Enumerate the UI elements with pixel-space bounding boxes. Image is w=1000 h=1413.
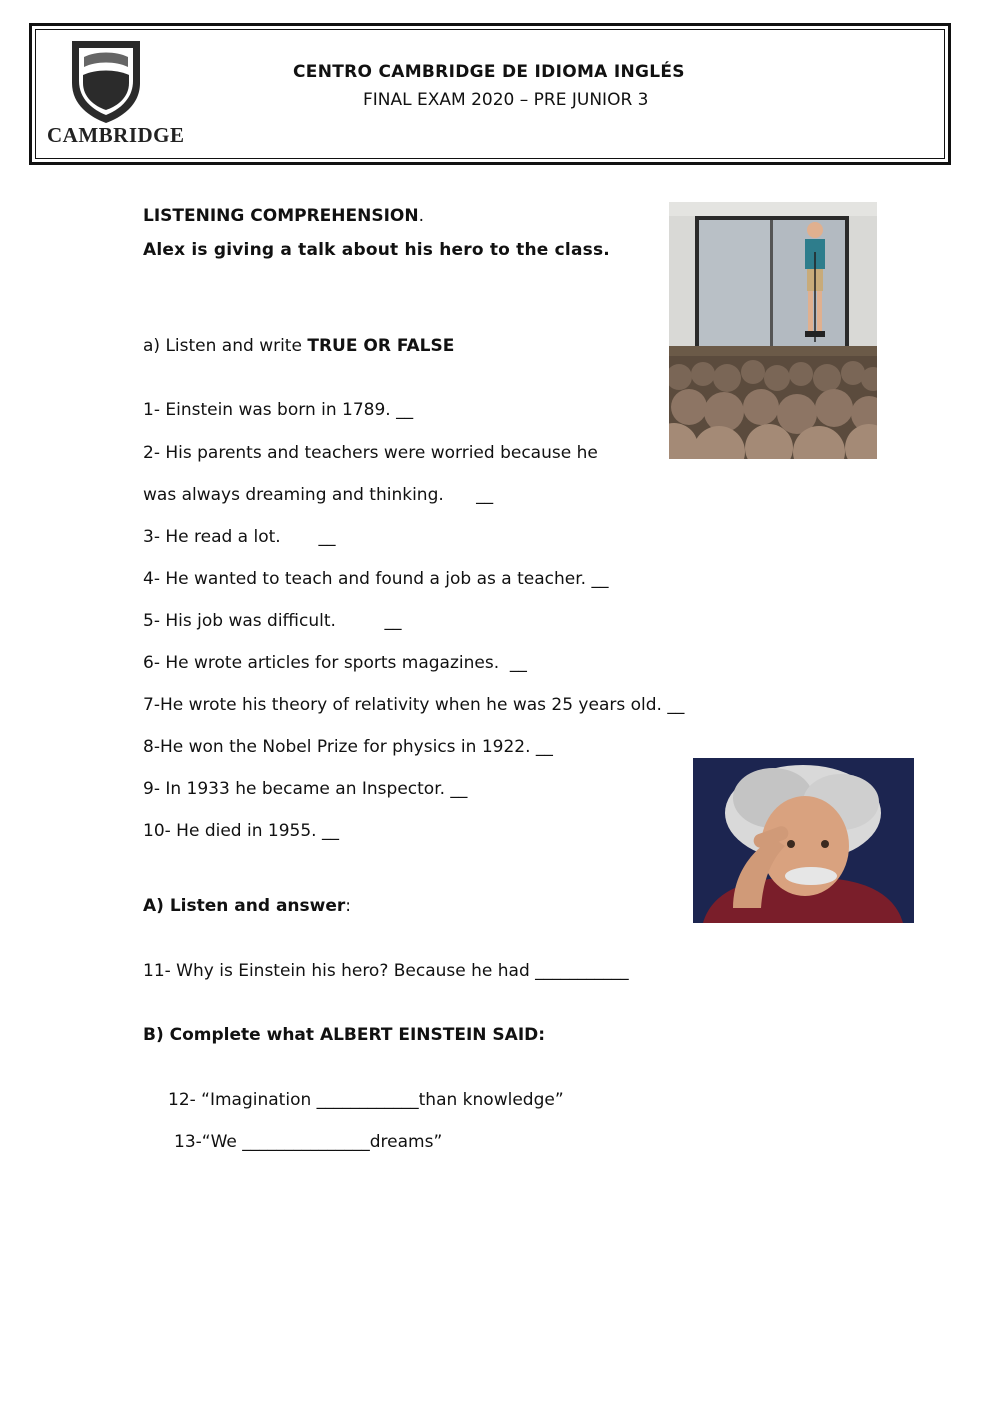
question-8: 8-He won the Nobel Prize for physics in 1922. __ [143,737,553,757]
school-name: CENTRO CAMBRIDGE DE IDIOMA INGLÉS [293,62,685,82]
question-2-continued: was always dreaming and thinking. __ [143,485,494,505]
exam-title: FINAL EXAM 2020 – PRE JUNIOR 3 [363,90,649,110]
question-13: 13-“We _______________dreams” [174,1132,443,1152]
question-10: 10- He died in 1955. __ [143,821,339,841]
question-6: 6- He wrote articles for sports magazines. __ [143,653,527,673]
section-title [143,208,424,225]
section-intro: Alex is giving a talk about his hero to the class. [143,240,610,260]
question-3: 3- He read a lot. __ [143,527,336,547]
part-a-prefix: a) Listen and write [143,336,308,356]
part-B-heading: B) Complete what ALBERT EINSTEIN SAID: [143,1025,546,1045]
boy-on-stage-photo [669,202,877,459]
part-A-heading-colon: : [345,896,352,916]
part-a-instruction [143,338,454,355]
section-title-punct: . [418,206,424,226]
part-A-heading [143,898,351,915]
part-A-heading-text: A) Listen and answer [143,896,346,916]
section-title-text: LISTENING COMPREHENSION [143,206,419,226]
question-11: 11- Why is Einstein his hero? Because he had ___________ [143,961,629,981]
question-12: 12- “Imagination ____________than knowledge” [168,1090,564,1110]
part-a-emphasis: TRUE OR FALSE [307,336,455,356]
question-7: 7-He wrote his theory of relativity when he was 25 years old. __ [143,695,685,715]
logo-text: CAMBRIDGE [47,123,185,147]
question-2: 2- His parents and teachers were worried because he [143,443,598,463]
cambridge-shield-logo [66,37,146,125]
question-4: 4- He wanted to teach and found a job as a teacher. __ [143,569,609,589]
question-5: 5- His job was difficult. __ [143,611,402,631]
einstein-portrait [693,758,914,923]
question-9: 9- In 1933 he became an Inspector. __ [143,779,468,799]
question-1: 1- Einstein was born in 1789. __ [143,400,414,420]
